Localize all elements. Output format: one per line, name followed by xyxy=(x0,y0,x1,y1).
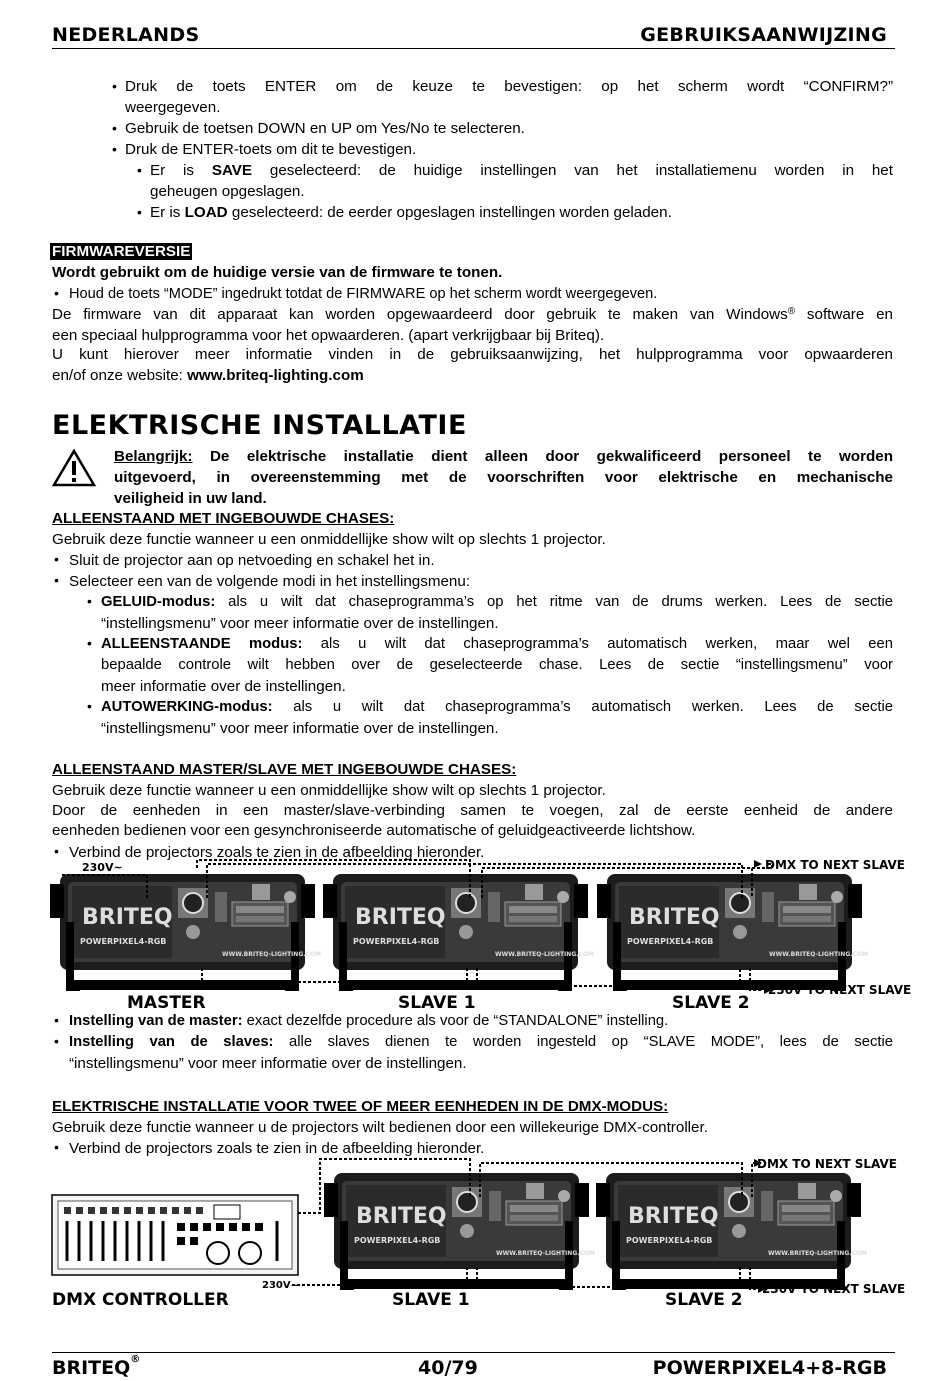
power-next-label: 230V TO NEXT SLAVE xyxy=(768,983,912,997)
page-number: 40/79 xyxy=(418,1357,478,1379)
model-label: POWERPIXEL4-RGB xyxy=(353,937,440,946)
standalone-para: Gebruik deze functie wanneer u een onmiddellijke show wilt op slechts 1 projector. xyxy=(52,531,606,548)
intro-sub-2: Er is LOAD geselecteerd: de eerder opgeslagen instellingen worden geladen. xyxy=(150,204,672,221)
firmware-bullet: Houd de toets “MODE” ingedrukt totdat de FIRMWARE op het scherm wordt weergegeven. xyxy=(69,286,658,302)
power-next-label: 230V TO NEXT SLAVE xyxy=(762,1282,906,1296)
dmx-controller-device xyxy=(52,1195,298,1275)
master-setting: Instelling van de master: exact dezelfde procedure als voor de “STANDALONE” instelling. xyxy=(69,1013,669,1029)
bullet-icon: • xyxy=(87,635,92,651)
section-title: ELEKTRISCHE INSTALLATIE xyxy=(52,410,467,441)
master-label: MASTER xyxy=(127,993,206,1013)
bullet-icon: • xyxy=(54,1139,59,1155)
warning-line-2: uitgevoerd, in overeenstemming met de voorschriften voor elektrische en mechanische xyxy=(114,469,893,486)
intro-bullet-1-cont: weergegeven. xyxy=(125,99,221,116)
intro-bullet-1: Druk de toets ENTER om de keuze te bevestigen: op het scherm wordt “CONFIRM?” xyxy=(125,78,893,95)
dmx-para: Gebruik deze functie wanneer u de projectors wilt bedienen door een willekeurige DMX-controller. xyxy=(52,1119,708,1136)
header-language: NEDERLANDS xyxy=(52,24,200,46)
slave-setting-cont: “instellingsmenu” voor meer informatie over de instellingen. xyxy=(69,1055,467,1072)
slave1-label: SLAVE 1 xyxy=(392,1290,470,1310)
masterslave-para-2-cont: eenheden bedienen voor een gesynchroniseerde automatische of geluidgeactiveerde lichtshow. xyxy=(52,822,696,839)
mode-alleenstaand-cont2: meer informatie over de instellingen. xyxy=(101,678,346,695)
page-footer xyxy=(52,1352,895,1381)
power-in-label: 230V~ xyxy=(82,861,123,874)
header-doc-type: GEBRUIKSAANWIJZING xyxy=(640,24,887,46)
firmware-para-1: De firmware van dit apparaat kan worden opgewaardeerd door gebruik te maken van Windows® software en xyxy=(52,306,893,323)
dmx-next-label: DMX TO NEXT SLAVE xyxy=(765,858,905,872)
intro-sub-1: Er is SAVE geselecteerd: de huidige instellingen van het installatiemenu worden in het xyxy=(150,162,893,179)
masterslave-para-2: Door de eenheden in een master/slave-verbinding samen te voegen, zal de eerste eenheid de andere xyxy=(52,802,893,819)
model-label: POWERPIXEL4-RGB xyxy=(626,1236,713,1245)
mode-autowerking: AUTOWERKING-modus: als u wilt dat chaseprogramma’s automatisch werken. Lees de sectie xyxy=(101,699,893,715)
standalone-bullet-2: Selecteer een van de volgende modi in het instellingsmenu: xyxy=(69,573,471,590)
brand-label: BRITEQ xyxy=(355,905,446,930)
brand-label: BRITEQ xyxy=(356,1204,447,1229)
firmware-para-1-cont: een speciaal hulpprogramma voor het opwaarderen. (apart verkrijgbaar bij Briteq). xyxy=(52,327,605,344)
dmx-controller-label: DMX CONTROLLER xyxy=(52,1290,229,1310)
model-label: POWERPIXEL4-RGB xyxy=(627,937,714,946)
bullet-icon: • xyxy=(137,204,142,220)
model-label: POWERPIXEL4-RGB xyxy=(80,937,167,946)
footer-model: POWERPIXEL4+8-RGB xyxy=(652,1357,887,1379)
bullet-icon: • xyxy=(54,1012,59,1028)
brand-label: BRITEQ xyxy=(629,905,720,930)
warning-line-1: Belangrijk: De elektrische installatie dient alleen door gekwalificeerd personeel te worden xyxy=(114,448,893,465)
page-header xyxy=(52,22,895,49)
firmware-heading: FIRMWAREVERSIE xyxy=(52,243,191,260)
bullet-icon: • xyxy=(112,141,117,157)
bullet-icon: • xyxy=(54,572,59,588)
dmx-next-label: DMX TO NEXT SLAVE xyxy=(757,1157,897,1171)
bullet-icon: • xyxy=(87,698,92,714)
web-label: WWW.BRITEQ-LIGHTING.COM xyxy=(496,1250,595,1257)
dmx-heading: ELEKTRISCHE INSTALLATIE VOOR TWEE OF MEER EENHEDEN IN DE DMX-MODUS: xyxy=(52,1098,669,1115)
masterslave-heading: ALLEENSTAAND MASTER/SLAVE MET INGEBOUWDE CHASES: xyxy=(52,761,517,778)
brand-label: BRITEQ xyxy=(628,1204,719,1229)
web-label: WWW.BRITEQ-LIGHTING.COM xyxy=(495,951,594,958)
dmx-bullet: Verbind de projectors zoals te zien in de afbeelding hieronder. xyxy=(69,1140,485,1157)
bullet-icon: • xyxy=(112,78,117,94)
mode-autowerking-cont: “instellingsmenu” voor meer informatie over de instellingen. xyxy=(101,720,499,737)
mode-geluid-cont: “instellingsmenu” voor meer informatie over de instellingen. xyxy=(101,615,499,632)
slave2-label: SLAVE 2 xyxy=(672,993,750,1013)
bullet-icon: • xyxy=(87,593,92,609)
power-in-label: 230V~ xyxy=(262,1280,299,1291)
slave1-label: SLAVE 1 xyxy=(398,993,476,1013)
model-label: POWERPIXEL4-RGB xyxy=(354,1236,441,1245)
slave2-label: SLAVE 2 xyxy=(665,1290,743,1310)
bullet-icon: • xyxy=(54,551,59,567)
website-link[interactable]: www.briteq-lighting.com xyxy=(187,367,364,384)
mode-alleenstaand-cont: bepaalde controle wilt hebben over de geselecteerde chase. Lees de sectie “instellingsmenu” voor xyxy=(101,657,893,673)
firmware-para-2: U kunt hierover meer informatie vinden in de gebruiksaanwijzing, het hulpprogramma voor opwaarderen xyxy=(52,346,893,363)
warning-icon xyxy=(52,448,96,488)
master-slave-diagram xyxy=(52,858,912,1014)
slave-setting: Instelling van de slaves: alle slaves dienen te worden ingesteld op “SLAVE MODE”, lees de sectie xyxy=(69,1034,893,1050)
footer-brand: BRITEQ® xyxy=(52,1354,141,1379)
bullet-icon: • xyxy=(112,120,117,136)
web-label: WWW.BRITEQ-LIGHTING.COM xyxy=(769,951,868,958)
firmware-subtitle: Wordt gebruikt om de huidige versie van de firmware te tonen. xyxy=(52,264,503,281)
intro-bullet-3: Druk de ENTER-toets om dit te bevestigen. xyxy=(125,141,417,158)
brand-label: BRITEQ xyxy=(82,905,173,930)
mode-geluid: GELUID-modus: als u wilt dat chaseprogramma’s op het ritme van de drums werken. Lees de sectie xyxy=(101,594,893,610)
masterslave-para-1: Gebruik deze functie wanneer u een onmiddellijke show wilt op slechts 1 projector. xyxy=(52,782,606,799)
bullet-icon: • xyxy=(54,843,59,859)
standalone-heading: ALLEENSTAAND MET INGEBOUWDE CHASES: xyxy=(52,510,395,527)
intro-sub-1-cont: geheugen opgeslagen. xyxy=(150,183,305,200)
warning-line-3: veiligheid in uw land. xyxy=(114,490,267,507)
mode-alleenstaand: ALLEENSTAANDE modus: als u wilt dat chaseprogramma’s automatisch werken, maar wel een xyxy=(101,636,893,652)
bullet-icon: • xyxy=(54,285,59,301)
bullet-icon: • xyxy=(137,162,142,178)
bullet-icon: • xyxy=(54,1033,59,1049)
standalone-bullet-1: Sluit de projector aan op netvoeding en schakel het in. xyxy=(69,552,435,569)
masterslave-bullet: Verbind de projectors zoals te zien in de afbeelding hieronder. xyxy=(69,844,485,861)
web-label: WWW.BRITEQ-LIGHTING.COM xyxy=(768,1250,867,1257)
intro-bullet-2: Gebruik de toetsen DOWN en UP om Yes/No te selecteren. xyxy=(125,120,525,137)
firmware-para-2-cont: en/of onze website: www.briteq-lighting.com xyxy=(52,367,364,384)
dmx-diagram xyxy=(52,1155,906,1313)
web-label: WWW.BRITEQ-LIGHTING.COM xyxy=(222,951,321,958)
